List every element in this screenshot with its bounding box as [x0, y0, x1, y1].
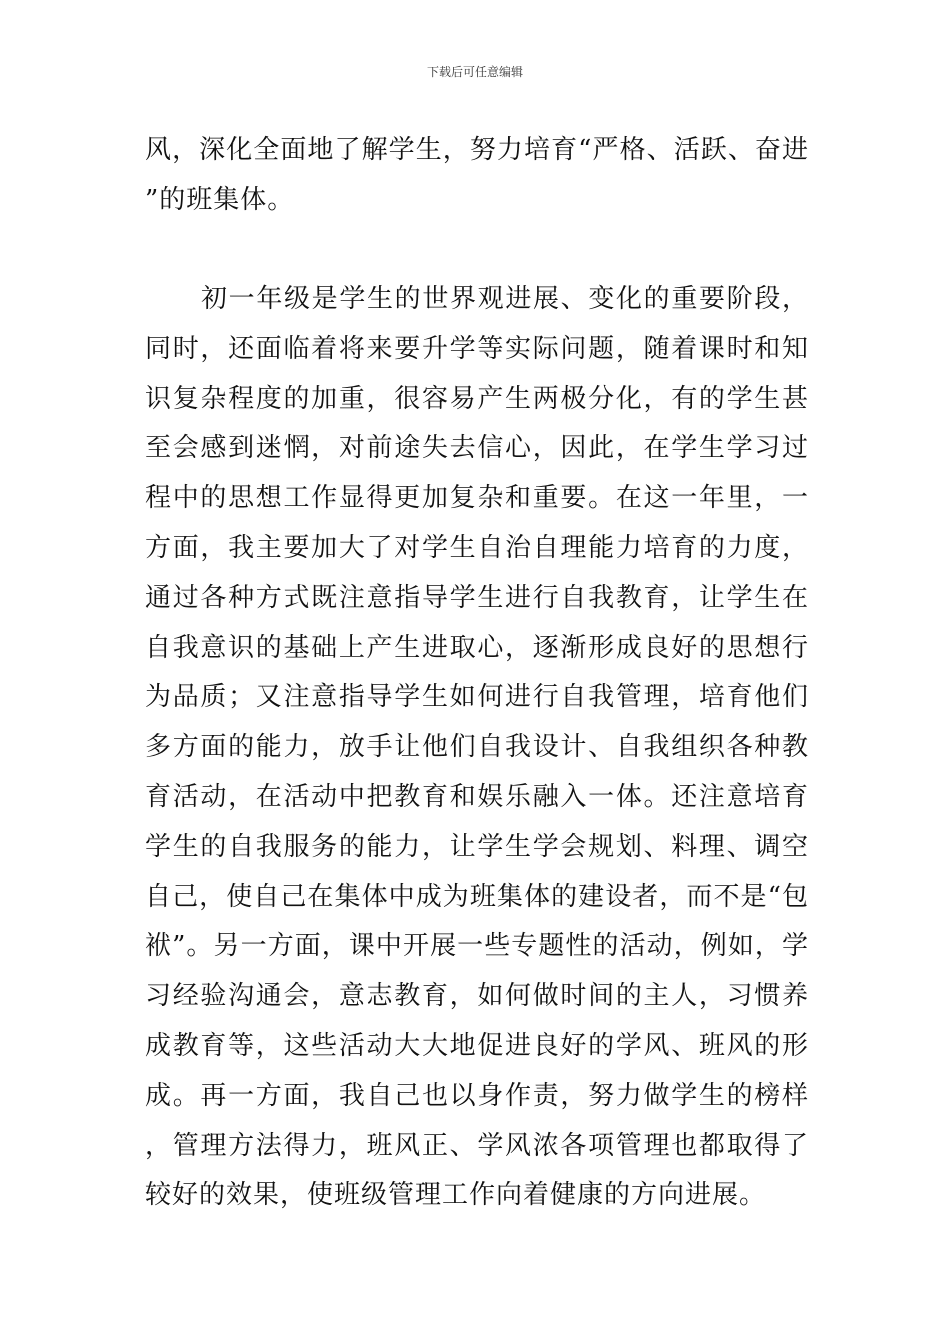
page-header-note: 下载后可任意编辑	[426, 65, 523, 79]
paragraph-2: 初一年级是学生的世界观进展、变化的重要阶段，同时，还面临着将来要升学等实际问题，随着课时和知识复杂程度的加重，很容易产生两极分化，有的学生甚至会感到迷惘，对前途失去信心，因此，在学生学习过程中的思想工作显得更加复杂和重要。在这一年里，一方面，我主要加大了对学生自治自理能力培育的力度，通过各种方式既注意指导学生进行自我教育，让学生在自我意识的基础上产生进取心，逐渐形成良好的思想行为品质；又注意指导学生如何进行自我管理，培育他们多方面的能力，放手让他们自我设计、自我组织各种教育活动，在活动中把教育和娱乐融入一体。还注意培育学生的自我服务的能力，让学生学会规划、料理、调空自己，使自己在集体中成为班集体的建设者，而不是“包袱”。另一方面，课中开展一些专题性的活动，例如，学习经验沟通会，意志教育，如何做时间的主人，习惯养成教育等，这些活动大大地促进良好的学风、班风的形成。再一方面，我自己也以身作责，努力做学生的榜样，管理方法得力，班风正、学风浓各项管理也都取得了较好的效果，使班级管理工作向着健康的方向进展。	[145, 284, 809, 1211]
paragraph-1: 风，深化全面地了解学生，努力培育“严格、活跃、奋进”的班集体。	[145, 135, 809, 215]
